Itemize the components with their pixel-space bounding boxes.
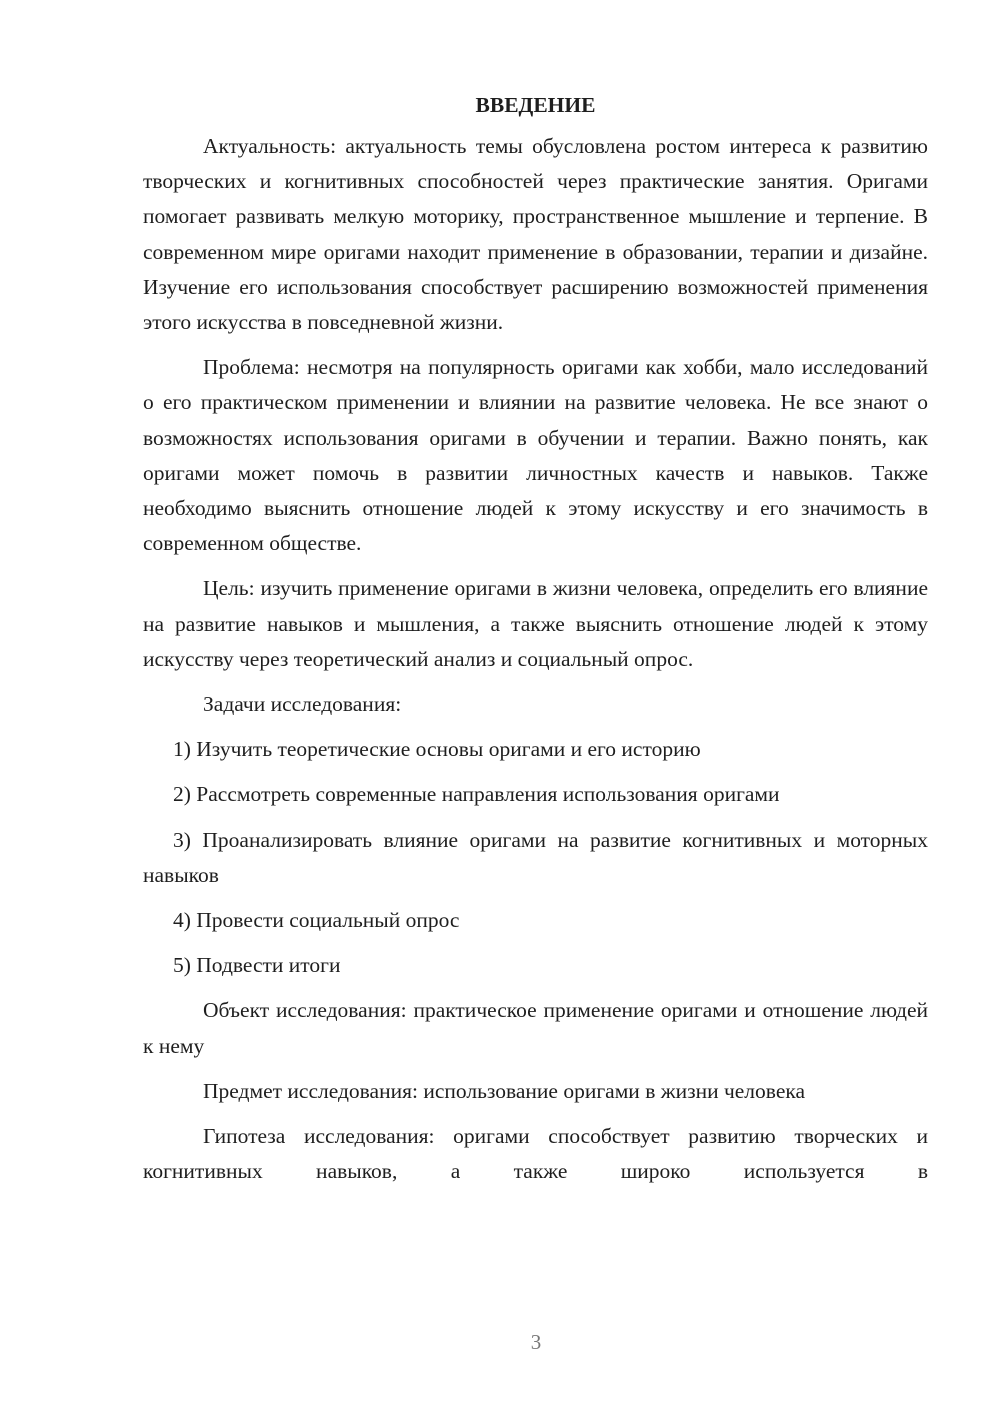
section-title: ВВЕДЕНИЕ [475, 93, 596, 117]
task-item-2: 2) Рассмотреть современные направления использования оригами [173, 782, 780, 807]
paragraph-relevance: Актуальность: актуальность темы обусловлена ростом интереса к развитию творческих и когнитивных способностей через практические занятия. Оригами помогает развивать мелкую моторику, пространственное мышление и терпение. В современном мире оригами находит применение в образовании, терапии и дизайне. Изучение его использования способствует расширению возможностей применения этого искусства в повседневной жизни. [143, 134, 928, 335]
page-number: 3 [530, 1330, 542, 1354]
task-item-1: 1) Изучить теоретические основы оригами и его историю [173, 737, 701, 762]
paragraph-hypothesis: Гипотеза исследования: оригами способствует развитию творческих и когнитивных навыков, а также широко используется в [143, 1124, 928, 1184]
task-item-5: 5) Подвести итоги [173, 953, 341, 978]
paragraph-problem: Проблема: несмотря на популярность оригами как хобби, мало исследований о его практическом применении и влиянии на развитие человека. Не все знают о возможностях использования оригами в обучении и терапии. Важно понять, как оригами может помочь в развитии личностных качеств и навыков. Также необходимо выяснить отношение людей к этому искусству и его значимость в современном обществе. [143, 355, 928, 556]
document-page [143, 88, 928, 1199]
task-item-3: 3) Проанализировать влияние оригами на развитие когнитивных и моторных навыков [143, 827, 928, 887]
paragraph-subject: Предмет исследования: использование оригами в жизни человека [203, 1078, 806, 1103]
paragraph-object: Объект исследования: практическое применение оригами и отношение людей к нему [143, 998, 928, 1058]
tasks-heading: Задачи исследования: [203, 692, 402, 717]
paragraph-goal: Цель: изучить применение оригами в жизни человека, определить его влияние на развитие навыков и мышления, а также выяснить отношение людей к этому искусству через теоретический анализ и социальный опрос. [143, 576, 928, 671]
task-item-4: 4) Провести социальный опрос [173, 908, 460, 933]
